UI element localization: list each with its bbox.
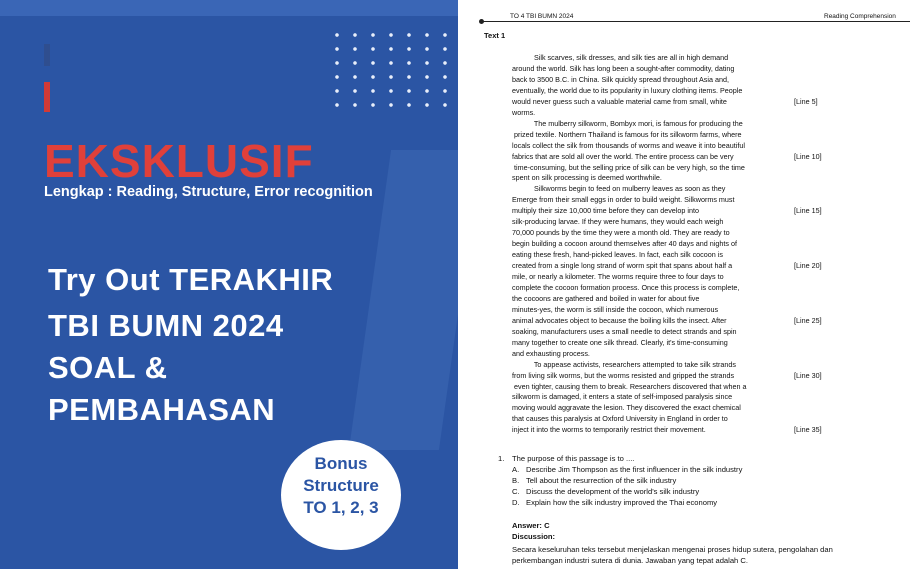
discussion-line-2: perkembangan industri sutera di dunia. Jawaban yang tepat adalah C. (512, 556, 748, 565)
option-letter: B. (512, 476, 520, 485)
option-text: Discuss the development of the world's silk industry (526, 487, 700, 496)
line-marker: [Line 35] (794, 425, 822, 435)
headline-line-4: PEMBAHASAN (48, 392, 276, 427)
discussion-line-1: Secara keseluruhan teks tersebut menjelaskan mengenai proses hidup sutera, pengolahan dan (512, 545, 833, 554)
promo-panel (0, 0, 458, 569)
passage-line: created from a single long strand of worm spit that spans about half a (512, 261, 733, 271)
doc-header-left: TO 4 TBI BUMN 2024 (510, 13, 574, 20)
passage-line: begin building a cocoon around themselves after 40 days and nights of (512, 239, 737, 249)
question-number: 1. (498, 454, 505, 463)
top-stripe (0, 0, 458, 16)
line-marker: [Line 5] (794, 96, 818, 106)
red-accent-bar (44, 82, 50, 112)
passage-line: The mulberry silkworm, Bombyx mori, is famous for producing the (512, 118, 743, 128)
passage-line: 70,000 pounds by the time they were a month old. They are ready to (512, 228, 730, 238)
passage-line: back to 3500 B.C. in China. Silk quickly spread throughout Asia and, (512, 74, 729, 84)
passage-line: that causes this paralysis at Oxford University in England in order to (512, 414, 728, 424)
line-marker: [Line 20] (794, 261, 822, 271)
document-page (458, 0, 923, 569)
passage-line: Silkworms begin to feed on mulberry leaves as soon as they (512, 184, 726, 194)
passage-line: prized textile. Northern Thailand is famous for its silkworm farms, where (512, 129, 742, 139)
discussion-label: Discussion: (512, 532, 556, 541)
passage-line: animal advocates object to because the boiling kills the insect. After (512, 315, 727, 325)
passage-line: spent on silk processing is deemed worthwhile. (512, 173, 662, 183)
headline-line-3: SOAL & (48, 350, 168, 385)
headline-line-2: TBI BUMN 2024 (48, 308, 284, 343)
badge-line-3: TO 1, 2, 3 (303, 498, 379, 517)
passage-line: from living silk worms, but the worms resisted and gripped the strands (512, 370, 735, 380)
passage-line: minutes-yes, the worm is still inside the cocoon, which numerous (512, 304, 719, 314)
bonus-badge (281, 440, 401, 550)
line-marker: [Line 25] (794, 315, 822, 325)
passage-line: complete the cocoon formation process. Once this process is complete, (512, 282, 740, 292)
line-marker: [Line 30] (794, 370, 822, 380)
option-text: Explain how the silk industry improved the Thai economy (526, 498, 718, 507)
option-letter: D. (512, 498, 520, 507)
passage-line: Emerge from their small eggs in order to build weight. Silkworms must (512, 195, 735, 205)
passage-line: inject it into the worms to temporarily restrict their movement. (512, 425, 706, 435)
passage-line: worms. (512, 107, 536, 117)
decor-bar (44, 44, 50, 66)
passage-line: Silk scarves, silk dresses, and silk ties are all in high demand (512, 53, 729, 62)
passage-line: time-consuming, but the selling price of silk can be very high, so the time (512, 162, 745, 172)
passage-line: and exhausting process. (512, 348, 590, 358)
option-text: Tell about the resurrection of the silk industry (526, 476, 677, 485)
passage-line: silk-producing larvae. If they were humans, they would each weigh (512, 217, 724, 227)
passage-line: even tighter, causing them to break. Researchers discovered that when a (512, 381, 747, 391)
header-rule (482, 21, 910, 22)
doc-header-right: Reading Comprehension (824, 13, 896, 20)
passage-line: mile, or nearly a kilometer. The worms require three to four days to (512, 272, 724, 281)
passage-line: fabrics that are sold all over the world. The entire process can be very (512, 151, 734, 161)
line-marker: [Line 15] (794, 206, 822, 216)
answer: Answer: C (512, 521, 550, 530)
passage-line: To appease activists, researchers attempted to take silk strands (512, 359, 736, 369)
passage-line: locals collect the silk from thousands of worms and weave it into beautiful (512, 140, 745, 150)
passage-line: silkworm is damaged, it enters a state of self-imposed paralysis since (512, 392, 733, 402)
badge-line-2: Structure (303, 476, 379, 495)
passage-line: multiply their size 10,000 time before they can develop into (512, 206, 699, 216)
passage-line: soaking, manufacturers uses a small needle to detect strands and spin (512, 326, 737, 336)
promo-subtitle: Lengkap : Reading, Structure, Error recognition (44, 184, 373, 200)
passage-line: the cocoons are gathered and boiled in water for about five (512, 293, 700, 303)
badge-line-1: Bonus (314, 454, 368, 473)
dot-grid-decoration (328, 28, 448, 112)
passage-line: around the world. Silk has long been a sought-after commodity, dating (512, 63, 735, 73)
question-stem: The purpose of this passage is to .... (512, 454, 635, 463)
text-label: Text 1 (484, 31, 506, 40)
passage-line: many together to create one silk thread. Clearly, it's time-consuming (512, 337, 728, 347)
passage-line: eating these fresh, hand-picked leaves. In fact, each silk cocoon is (512, 250, 723, 260)
option-letter: C. (512, 487, 520, 496)
headline-line-1: Try Out TERAKHIR (48, 262, 334, 297)
passage-line: would never guess such a valuable material came from small, white (512, 96, 727, 106)
option-letter: A. (512, 465, 520, 474)
passage-line: eventually, the world due to its popularity in luxury clothing items. People (512, 85, 743, 95)
exclusive-tag: EKSKLUSIF (44, 135, 314, 187)
line-marker: [Line 10] (794, 151, 822, 161)
passage-line: moving would aggravate the lesion. They discovered the exact chemical (512, 403, 741, 413)
option-text: Describe Jim Thompson as the first influencer in the silk industry (526, 465, 743, 474)
